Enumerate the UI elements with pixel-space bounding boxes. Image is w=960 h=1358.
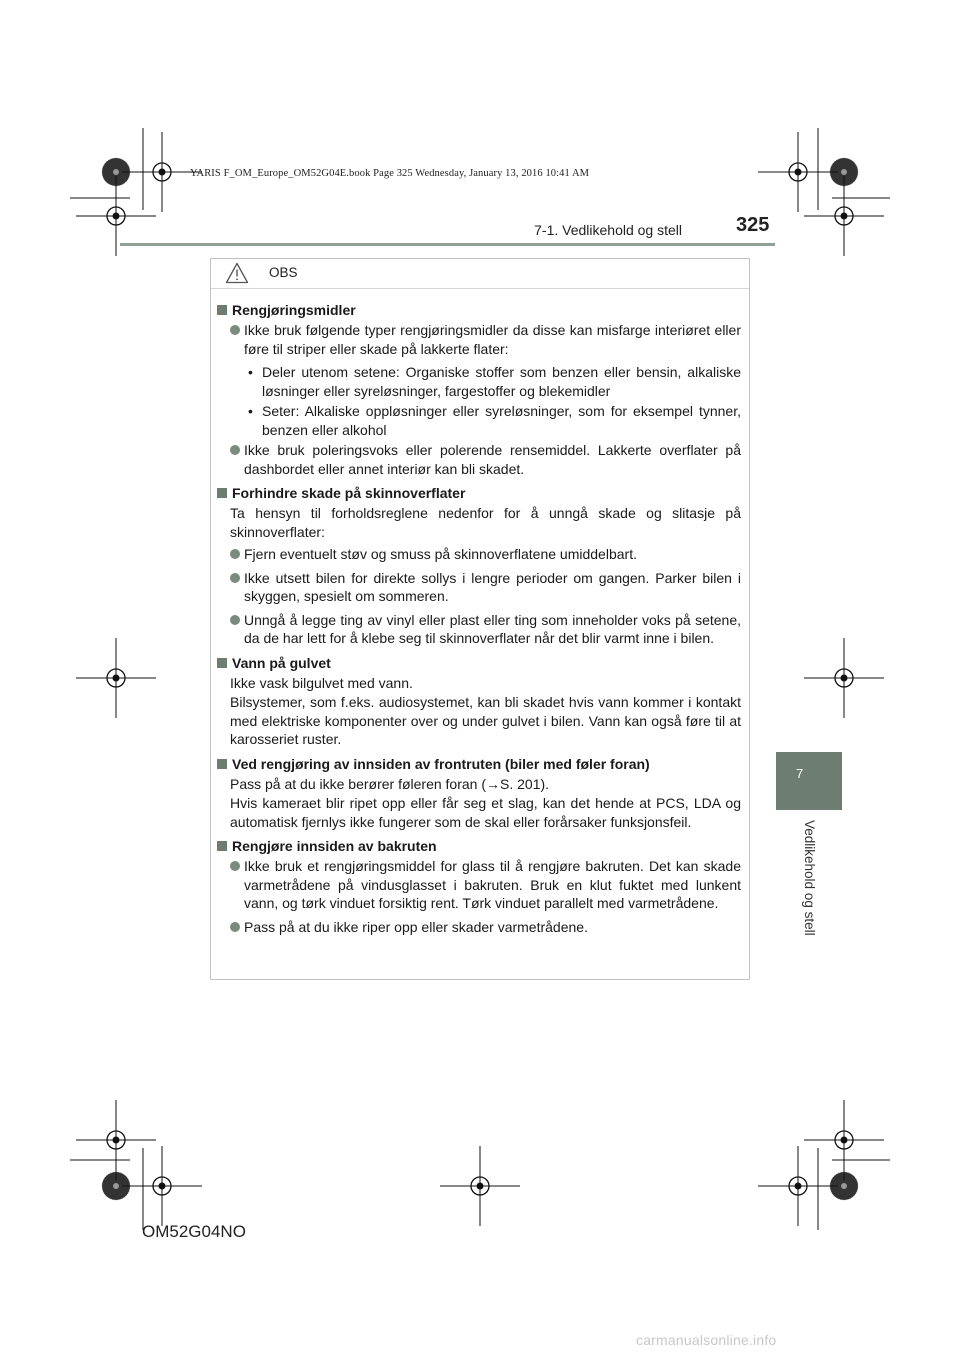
bullet-item: [230, 545, 741, 564]
print-header: YARIS F_OM_Europe_OM52G04E.book Page 325 Wednesday, January 13, 2016 10:41 AM: [190, 168, 590, 179]
paragraph: Ikke vask bilgulvet med vann.: [230, 674, 413, 691]
square-bullet-icon: [217, 841, 227, 851]
paragraph: Ta hensyn til forholdsreglene nedenfor for å unngå skade og slitasje på skinnoverflater:: [230, 505, 741, 540]
topic-title-text: Vann på gulvet: [232, 654, 331, 671]
bullet-text: Ikke bruk et rengjøringsmiddel for glass til å rengjøre bakruten. Det kan skade varmetrådene på vindusglasset i bakruten. Bruk en klut fuktet med lunkent vann, og tørk vinduet forsiktig rent. Tørk vinduet parallelt med varmetrådene.: [244, 858, 741, 911]
bullet-item: [230, 321, 741, 358]
square-bullet-icon: [217, 759, 227, 769]
topic-windshield-inside: [217, 755, 741, 832]
square-bullet-icon: [217, 658, 227, 668]
bullet-text: Ikke utsett bilen for direkte sollys i lengre perioder om gangen. Parker bilen i skyggen, spesielt om sommeren.: [244, 569, 741, 604]
paragraph: Pass på at du ikke berører føleren foran (→S. 201).: [230, 775, 550, 792]
topic-rear-window-inside: [217, 837, 741, 936]
square-bullet-icon: [217, 488, 227, 498]
chapter-number: 7: [796, 766, 804, 781]
footer-code: OM52G04NO: [142, 1222, 246, 1241]
caution-box: [210, 258, 750, 980]
chapter-tab: [776, 752, 842, 810]
bullet-text: Ikke bruk poleringsvoks eller polerende rensemiddel. Lakkerte overflater på dashbordet eller annet interiør kan bli skadet.: [244, 442, 741, 477]
topic-title-text: Rengjøre innsiden av bakruten: [232, 838, 437, 854]
circle-bullet-icon: [230, 573, 240, 583]
caution-content: [211, 289, 749, 936]
caution-label: OBS: [269, 265, 298, 280]
bullet-text: Unngå å legge ting av vinyl eller plast eller ting som inneholder voks på setene, da de har lett for å klebe seg til skinnoverflater når det blir varmt inne i bilen.: [244, 611, 741, 646]
small-dot-icon: •: [248, 364, 253, 380]
topic-leather-surfaces: [217, 484, 741, 648]
header-rule: [120, 243, 775, 246]
circle-bullet-icon: [230, 922, 240, 932]
topic-title-text: Ved rengjøring av innsiden av frontruten (biler med føler foran): [232, 755, 650, 772]
chapter-title: Vedlikehold og stell: [802, 820, 817, 936]
circle-bullet-icon: [230, 861, 240, 871]
bullet-item: [230, 441, 741, 478]
bullet-text: Fjern eventuelt støv og smuss på skinnoverflatene umiddelbart.: [244, 546, 637, 562]
circle-bullet-icon: [230, 615, 240, 625]
section-title: 7-1. Vedlikehold og stell: [534, 222, 682, 238]
topic-title-text: Rengjøringsmidler: [232, 302, 356, 318]
topic-water-on-floor: [217, 654, 741, 749]
watermark: carmanualsonline.info: [636, 1332, 777, 1348]
circle-bullet-icon: [230, 325, 240, 335]
topic-title: [217, 654, 741, 673]
sub-item: [248, 402, 741, 439]
topic-title: [217, 837, 741, 856]
warning-triangle-icon: [225, 262, 249, 284]
paragraph: Bilsystemer, som f.eks. audiosystemet, kan bli skadet hvis vann kommer i kontakt med elektriske komponenter over og under gulvet i bilen. Vann kan også føre til at karosseriet ruster.: [230, 694, 741, 747]
bullet-text: Ikke bruk følgende typer rengjøringsmidler da disse kan misfarge interiøret eller føre til striper eller skade på lakkerte flater:: [244, 322, 741, 357]
bullet-item: [230, 611, 741, 648]
bullet-item: [230, 569, 741, 606]
circle-bullet-icon: [230, 445, 240, 455]
page-number: 325: [736, 214, 770, 236]
bullet-text: Pass på at du ikke riper opp eller skader varmetrådene.: [244, 918, 588, 935]
sub-text: Seter: Alkaliske oppløsninger eller syreløsninger, som for eksempel tynner, benzen eller alkohol: [262, 403, 741, 438]
topic-title-text: Forhindre skade på skinnoverflater: [232, 485, 466, 501]
bullet-item: [230, 918, 741, 937]
sub-text: Deler utenom setene: Organiske stoffer som benzen eller bensin, alkaliske løsninger eller syreløsninger, fargestoffer og blekemidler: [262, 364, 741, 399]
paragraph: Hvis kameraet blir ripet opp eller får seg et slag, kan det hende at PCS, LDA og automatisk fjernlys ikke fungerer som de skal eller forårsaker funksjonsfeil.: [230, 795, 741, 830]
topic-title: [217, 301, 741, 320]
small-dot-icon: •: [248, 403, 253, 419]
bullet-item: [230, 857, 741, 913]
chapter-side-title: [752, 820, 852, 950]
sub-item: [248, 363, 741, 400]
topic-title: [217, 484, 741, 503]
square-bullet-icon: [217, 305, 227, 315]
topic-title: [217, 755, 741, 774]
topic-cleaning-agents: [217, 301, 741, 478]
circle-bullet-icon: [230, 549, 240, 559]
caution-header: [211, 259, 749, 289]
